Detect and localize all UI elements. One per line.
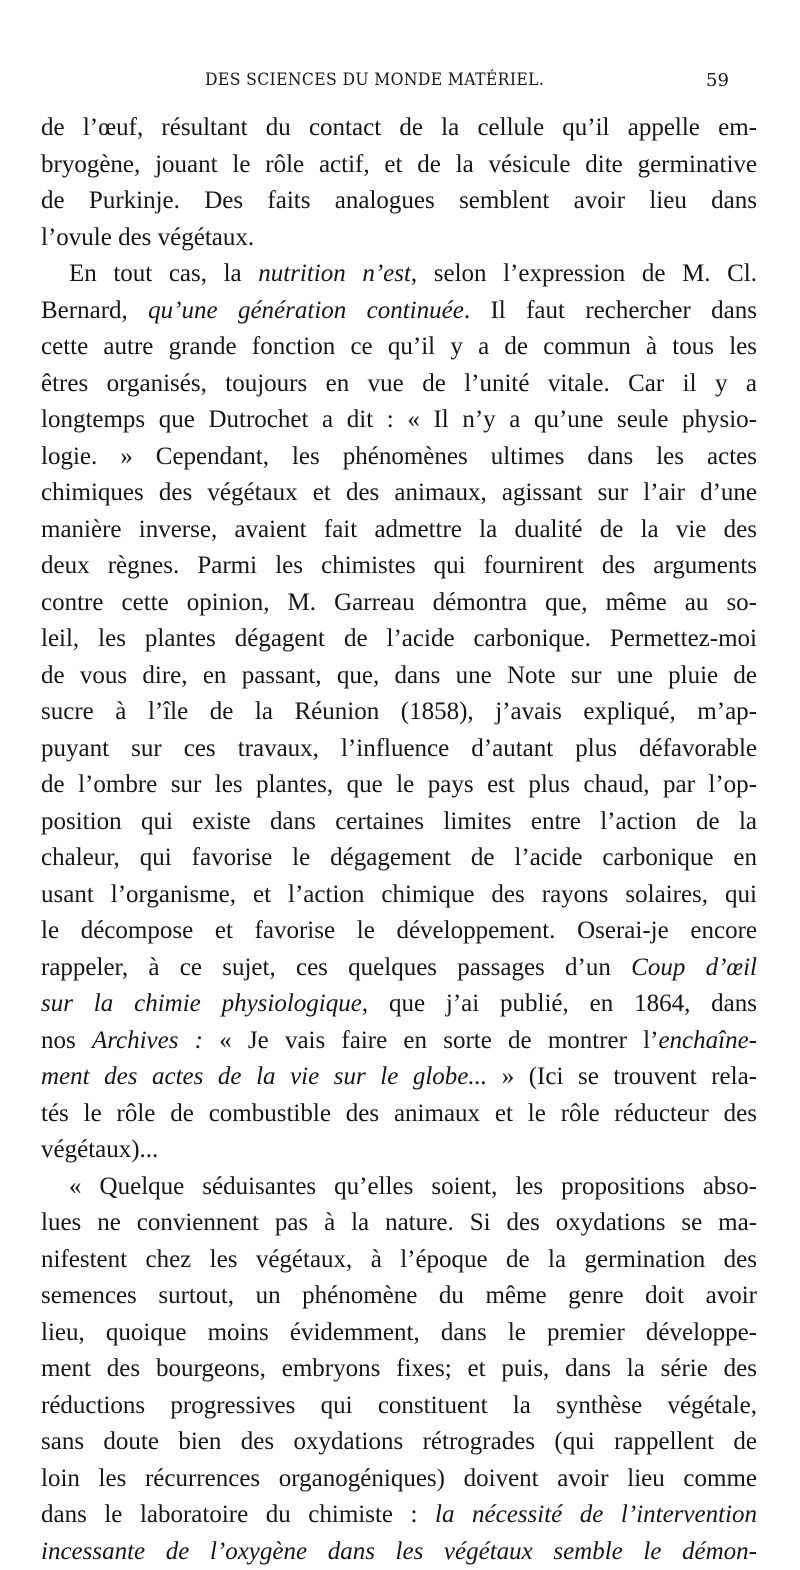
text-segment: . Il faut rechercher dans: [464, 297, 757, 324]
text-segment: chaleur, qui favorise le dégagement de l’acide carbonique en: [41, 844, 757, 871]
text-segment: ment des bourgeons, embryons fixes; et puis, dans la série des: [41, 1355, 757, 1382]
text-line: [41, 439, 757, 476]
text-line: [41, 1205, 757, 1242]
text-line: [41, 1242, 757, 1279]
page-number: 59: [706, 70, 729, 91]
text-line: [41, 1497, 757, 1534]
text-segment: le décompose et favorise le développement. Oserai-je encore: [41, 917, 757, 944]
text-line: [41, 548, 757, 585]
text-segment: , selon l’expression de M. Cl.: [411, 260, 757, 287]
text-segment: nifestent chez les végétaux, à l’époque de la germination des: [41, 1246, 757, 1273]
text-segment: manière inverse, avaient fait admettre la dualité de la vie des: [41, 516, 757, 543]
text-line: [41, 1534, 757, 1570]
text-line: [41, 1096, 757, 1133]
italic-text-segment: incessante de l’oxygène dans les végétaux semble le démon-: [41, 1538, 757, 1565]
text-segment: position qui existe dans certaines limites entre l’action de la: [41, 808, 757, 835]
text-segment: de l’œuf, résultant du contact de la cellule qu’il appelle em-: [41, 114, 757, 141]
text-segment: usant l’organisme, et l’action chimique des rayons solaires, qui: [41, 881, 757, 908]
text-line: [41, 1388, 757, 1425]
text-segment: cette autre grande fonction ce qu’il y a de commun à tous les: [41, 333, 757, 360]
text-segment: dans le laboratoire du chimiste :: [41, 1501, 435, 1528]
text-line: [41, 913, 757, 950]
body-text: [41, 110, 757, 1570]
text-segment: « Je vais faire en sorte de montrer l’: [203, 1027, 658, 1054]
text-segment: Bernard,: [41, 297, 148, 324]
text-segment: rappeler, à ce sujet, ces quelques passages d’un: [41, 954, 631, 981]
italic-text-segment: enchaîne-: [658, 1027, 757, 1054]
text-line: [41, 877, 757, 914]
text-line: [41, 293, 757, 330]
text-line: [41, 183, 757, 220]
running-title: DES SCIENCES DU MONDE MATÉRIEL.: [205, 70, 544, 90]
text-line: [41, 220, 757, 257]
text-line: [41, 585, 757, 622]
italic-text-segment: ment des actes de la vie sur le globe...: [41, 1063, 487, 1090]
italic-text-segment: sur la chimie physiologique: [41, 990, 362, 1017]
text-line: [41, 1132, 757, 1169]
italic-text-segment: la nécessité de l’intervention: [435, 1501, 757, 1528]
text-line: [41, 621, 757, 658]
text-line: [41, 658, 757, 695]
text-segment: loin les récurrences organogéniques) doivent avoir lieu comme: [41, 1465, 757, 1492]
text-segment: réductions progressives qui constituent la synthèse végétale,: [41, 1392, 757, 1419]
text-segment: contre cette opinion, M. Garreau démontra que, même au so-: [41, 589, 757, 616]
text-segment: deux règnes. Parmi les chimistes qui fournirent des arguments: [41, 552, 757, 579]
text-line: [41, 1169, 757, 1206]
text-line: [41, 840, 757, 877]
text-line: [41, 986, 757, 1023]
text-segment: de vous dire, en passant, que, dans une Note sur une pluie de: [41, 662, 757, 689]
text-line: [41, 147, 757, 184]
text-line: [41, 512, 757, 549]
text-segment: tés le rôle de combustible des animaux et le rôle réducteur des: [41, 1100, 757, 1127]
text-line: [41, 1023, 757, 1060]
text-line: [41, 950, 757, 987]
text-line: [41, 1461, 757, 1498]
text-line: [41, 1059, 757, 1096]
page-header: [0, 70, 800, 100]
text-segment: de l’ombre sur les plantes, que le pays est plus chaud, par l’op-: [41, 771, 757, 798]
text-segment: longtemps que Dutrochet a dit : « Il n’y a qu’une seule physio-: [41, 406, 757, 433]
text-segment: êtres organisés, toujours en vue de l’unité vitale. Car il y a: [41, 370, 757, 397]
text-segment: chimiques des végétaux et des animaux, agissant sur l’air d’une: [41, 479, 757, 506]
text-segment: semences surtout, un phénomène du même genre doit avoir: [41, 1282, 757, 1309]
text-segment: nos: [41, 1027, 92, 1054]
italic-text-segment: qu’une génération continuée: [148, 297, 464, 324]
text-segment: En tout cas, la: [69, 260, 258, 287]
text-segment: sucre à l’île de la Réunion (1858), j’avais expliqué, m’ap-: [41, 698, 757, 725]
text-segment: sans doute bien des oxydations rétrogrades (qui rappellent de: [41, 1428, 757, 1455]
text-line: [41, 1424, 757, 1461]
italic-text-segment: Coup d’œil: [631, 954, 757, 981]
text-segment: puyant sur ces travaux, l’influence d’autant plus défavorable: [41, 735, 757, 762]
text-segment: bryogène, jouant le rôle actif, et de la vésicule dite germinative: [41, 151, 757, 178]
italic-text-segment: nutrition n’est: [258, 260, 411, 287]
text-segment: de Purkinje. Des faits analogues semblent avoir lieu dans: [41, 187, 757, 214]
text-segment: « Quelque séduisantes qu’elles soient, les propositions abso-: [69, 1173, 757, 1200]
text-line: [41, 110, 757, 147]
text-line: [41, 475, 757, 512]
text-line: [41, 804, 757, 841]
text-line: [41, 767, 757, 804]
text-line: [41, 366, 757, 403]
text-line: [41, 1315, 757, 1352]
text-line: [41, 694, 757, 731]
text-line: [41, 1351, 757, 1388]
text-segment: leil, les plantes dégagent de l’acide carbonique. Permettez-moi: [41, 625, 757, 652]
text-line: [41, 402, 757, 439]
text-line: [41, 731, 757, 768]
text-segment: logie. » Cependant, les phénomènes ultimes dans les actes: [41, 443, 757, 470]
text-segment: végétaux)...: [41, 1136, 158, 1163]
text-segment: lues ne conviennent pas à la nature. Si des oxydations se ma-: [41, 1209, 757, 1236]
text-line: [41, 329, 757, 366]
text-segment: lieu, quoique moins évidemment, dans le premier développe-: [41, 1319, 757, 1346]
text-segment: l’ovule des végétaux.: [41, 224, 254, 251]
text-segment: » (Ici se trouvent rela-: [487, 1063, 757, 1090]
text-segment: , que j’ai publié, en 1864, dans: [362, 990, 757, 1017]
italic-text-segment: Archives :: [92, 1027, 203, 1054]
text-line: [41, 256, 757, 293]
text-line: [41, 1278, 757, 1315]
